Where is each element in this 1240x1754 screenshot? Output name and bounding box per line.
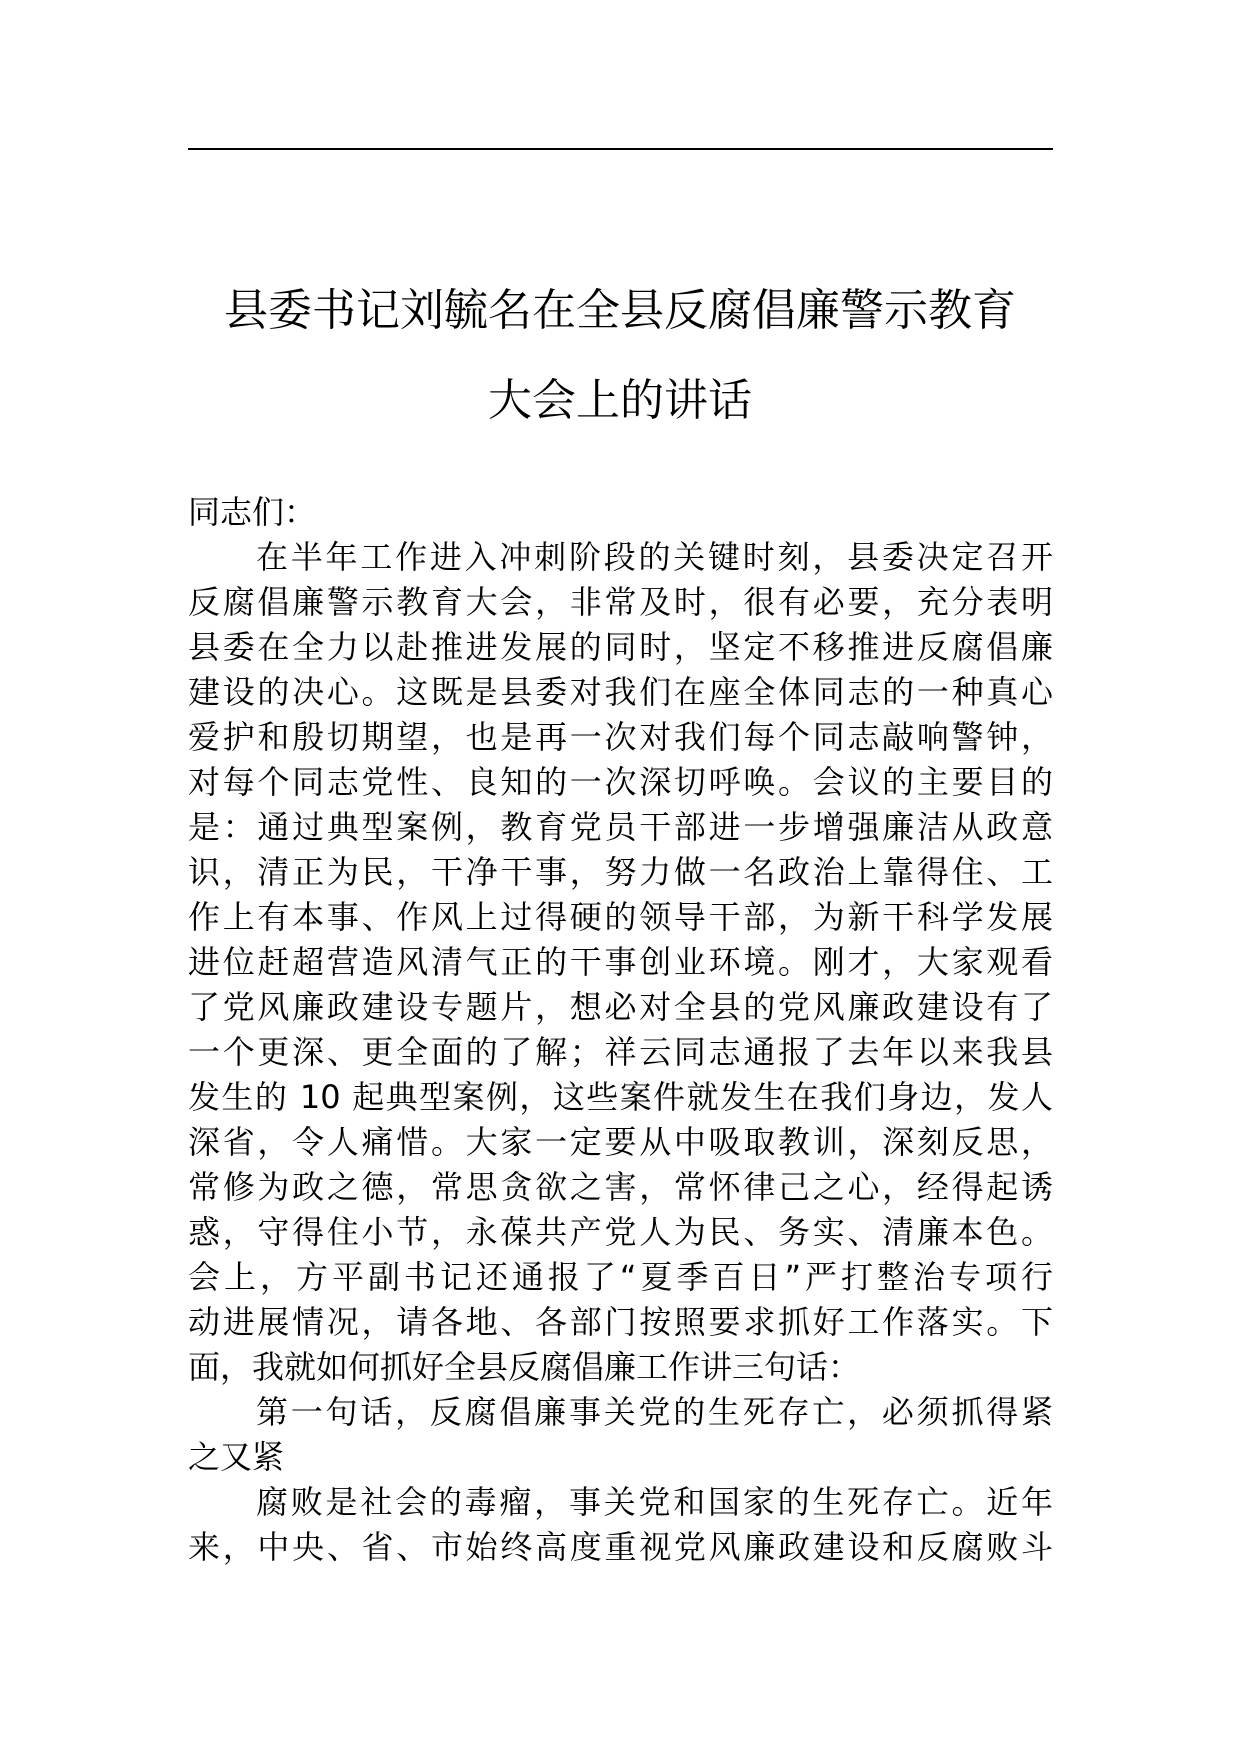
paragraph-line: 县委在全力以赴推进发展的同时，坚定不移推进反腐倡廉 — [188, 628, 1053, 666]
paragraph-line: 进位赶超营造风清气正的干事创业环境。刚才，大家观看 — [188, 943, 1053, 981]
paragraph-line: 深省，令人痛惜。大家一定要从中吸取教训，深刻反思， — [188, 1123, 1053, 1161]
paragraph-line: 爱护和殷切期望，也是再一次对我们每个同志敲响警钟， — [188, 718, 1053, 756]
salutation: 同志们： — [188, 493, 317, 531]
paragraph-line: 反腐倡廉警示教育大会，非常及时，很有必要，充分表明 — [188, 583, 1053, 621]
paragraph-line: 在半年工作进入冲刺阶段的关键时刻，县委决定召开 — [256, 538, 1053, 576]
document-title-line-1: 县委书记刘毓名在全县反腐倡廉警示教育 — [224, 285, 1016, 336]
paragraph-line: 常修为政之德，常思贪欲之害，常怀律己之心，经得起诱 — [188, 1168, 1053, 1206]
paragraph-line: 动进展情况，请各地、各部门按照要求抓好工作落实。下 — [188, 1303, 1053, 1341]
section-heading-line: 之又紧 — [188, 1438, 285, 1476]
paragraph-line: 惑，守得住小节，永葆共产党人为民、务实、清廉本色。 — [188, 1213, 1053, 1251]
section-heading-line: 第一句话，反腐倡廉事关党的生死存亡，必须抓得紧 — [256, 1393, 1053, 1431]
paragraph-line: 发生的 10 起典型案例，这些案件就发生在我们身边，发人 — [188, 1078, 1053, 1116]
paragraph-line: 对每个同志党性、良知的一次深切呼唤。会议的主要目的 — [188, 763, 1053, 801]
paragraph-line: 作上有本事、作风上过得硬的领导干部，为新干科学发展 — [188, 898, 1053, 936]
paragraph-line: 来，中央、省、市始终高度重视党风廉政建设和反腐败斗 — [188, 1528, 1053, 1566]
paragraph-line: 了党风廉政建设专题片，想必对全县的党风廉政建设有了 — [188, 988, 1053, 1026]
document-title-line-2: 大会上的讲话 — [488, 375, 752, 426]
paragraph-line: 是：通过典型案例，教育党员干部进一步增强廉洁从政意 — [188, 808, 1053, 846]
paragraph-line: 一个更深、更全面的了解；祥云同志通报了去年以来我县 — [188, 1033, 1053, 1071]
paragraph-line: 腐败是社会的毒瘤，事关党和国家的生死存亡。近年 — [256, 1483, 1053, 1521]
header-rule — [188, 148, 1053, 150]
paragraph-line: 面，我就如何抓好全县反腐倡廉工作讲三句话： — [188, 1348, 861, 1386]
paragraph-line: 会上，方平副书记还通报了“夏季百日”严打整治专项行 — [188, 1258, 1053, 1296]
paragraph-line: 建设的决心。这既是县委对我们在座全体同志的一种真心 — [188, 673, 1053, 711]
paragraph-line: 识，清正为民，干净干事，努力做一名政治上靠得住、工 — [188, 853, 1053, 891]
